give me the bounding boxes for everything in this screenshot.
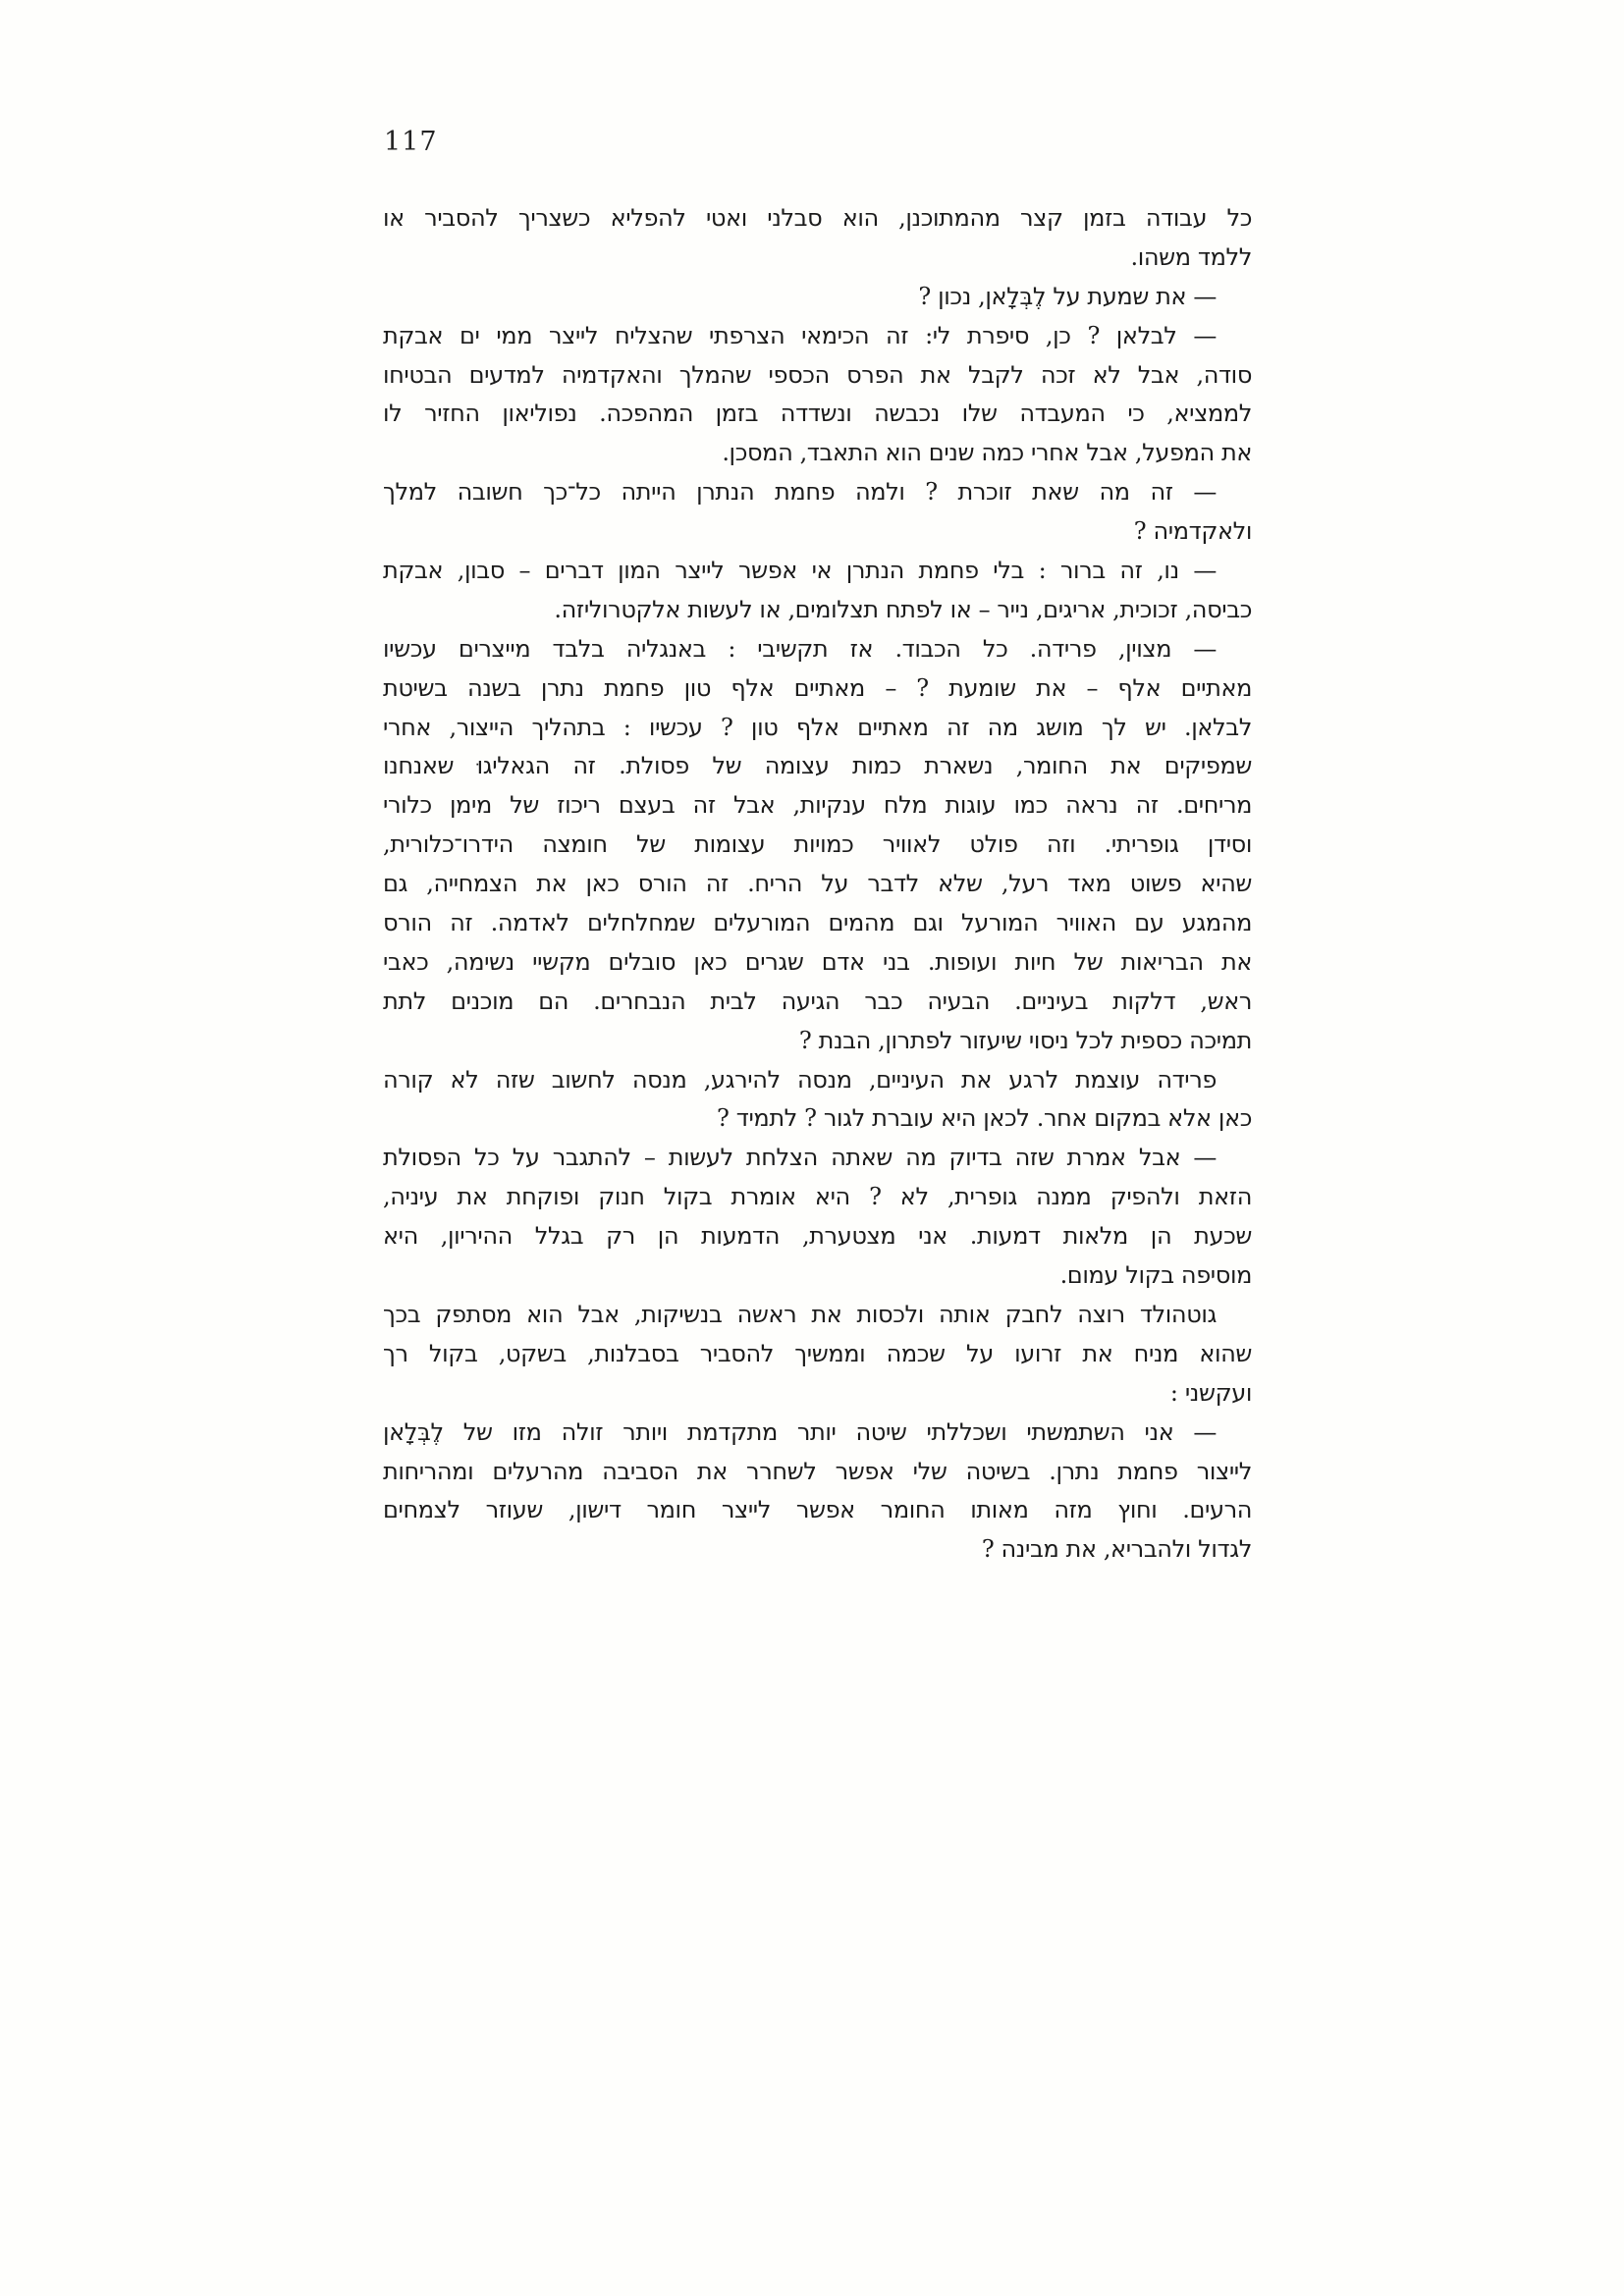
text-block [383, 199, 1252, 1570]
text-line: — אבל אמרת שזה בדיוק מה שאתה הצלחת לעשות – להתגבר על כל הפסולת [383, 1144, 1217, 1172]
paragraph [383, 473, 1252, 552]
paragraph [383, 1139, 1252, 1296]
text-line: — לבלאן ? כן, סיפרת לי: זה הכימאי הצרפתי שהצליח לייצר ממי ים אבקת [383, 321, 1217, 349]
text-line: לממציא, כי המעבדה שלו נכבשה ונשדדה בזמן המהפכה. נפוליאון החזיר לו [383, 400, 1252, 428]
text-line: לייצור פחמת נתרן. בשיטה שלי אפשר לשחרר את הסביבה מהרעלים ומהריחות [383, 1457, 1252, 1485]
page-number: 117 [384, 127, 438, 157]
paragraph [383, 199, 1252, 278]
text-line: תמיכה כספית לכל ניסוי שיעזור לפתרון, הבנת ? [798, 1026, 1252, 1054]
text-line: כביסה, זכוכית, אריגים, נייר – או לפתח תצלומים, או לעשות אלקטרוליזה. [554, 595, 1252, 623]
text-line: סודה, אבל לא זכה לקבל את הפרס הכספי שהמלך והאקדמיה למדעים הבטיחו [383, 360, 1252, 389]
text-line: כל עבודה בזמן קצר מהמתוכנן, הוא סבלני ואטי להפליא כשצריך להסביר או [383, 204, 1252, 232]
text-line: שהיא פשוט מאד רעל, שלא לדבר על הריח. זה הורס כאן את הצמחייה, גם [383, 870, 1252, 898]
paragraph [383, 1414, 1252, 1571]
text-line: ולאקדמיה ? [1133, 517, 1252, 546]
text-line: גוטהולד רוצה לחבק אותה ולכסות את ראשה בנשיקות, אבל הוא מסתפק בכך [383, 1300, 1217, 1328]
paragraph [383, 1296, 1252, 1414]
paragraph [383, 278, 1252, 317]
paragraph [383, 552, 1252, 630]
text-line: הזאת ולהפיק ממנה גופרית, לא ? היא אומרת בקול חנוק ופוקחת את עיניה, [383, 1183, 1252, 1211]
paragraph [383, 317, 1252, 474]
text-line: ראש, דלקות בעיניים. הבעיה כבר הגיעה לבית הנבחרים. הם מוכנים לתת [383, 987, 1252, 1015]
text-line: שהוא מניח את זרועו על שכמה וממשיך להסביר בסבלנות, בשקט, בקול רך [383, 1339, 1252, 1367]
text-line: — נו, זה ברור : בלי פחמת הנתרן אי אפשר לייצר המון דברים – סבון, אבקת [383, 557, 1217, 585]
text-line: — מצוין, פרידה. כל הכבוד. אז תקשיבי : באנגליה בלבד מייצרים עכשיו [383, 634, 1217, 663]
text-line: הרעים. וחוץ מזה מאותו החומר אפשר לייצר חומר דישון, שעוזר לצמחים [383, 1496, 1252, 1524]
text-line: וסידן גופריתי. וזה פולט לאוויר כמויות עצומות של חומצה הידרו־כלורית, [383, 830, 1252, 859]
text-line: פרידה עוצמת לרגע את העיניים, מנסה להירגע, מנסה לחשוב שזה לא קורה [383, 1065, 1217, 1094]
text-line: מריחים. זה נראה כמו עוגות מלח ענקיות, אבל זה בעצם ריכוז של מימן כלורי [383, 791, 1252, 820]
text-line: מהמגע עם האוויר המורעל וגם מהמים המורעלים שמחלחלים לאדמה. זה הורס [383, 909, 1252, 937]
text-line: ועקשני : [1169, 1378, 1252, 1407]
text-line: כאן אלא במקום אחר. לכאן היא עוברת לגור ? לתמיד ? [717, 1104, 1252, 1133]
text-line: שכעת הן מלאות דמעות. אני מצטערת, הדמעות הן רק בגלל ההיריון, היא [383, 1222, 1252, 1251]
text-line: מוסיפה בקול עמום. [1059, 1261, 1252, 1290]
text-line: — אני השתמשתי ושכללתי שיטה יותר מתקדמת ויותר זולה מזו של לֶבְּלָאן [383, 1417, 1217, 1446]
text-line: — זה מה שאת זוכרת ? ולמה פחמת הנתרן הייתה כל־כך חשובה למלך [383, 478, 1217, 507]
text-line: ללמד משהו. [1130, 242, 1252, 271]
paragraph [383, 1061, 1252, 1140]
text-line: לגדול ולהבריא, את מבינה ? [981, 1535, 1252, 1564]
text-line: את הבריאות של חיות ועופות. בני אדם שגרים כאן סובלים מקשיי נשימה, כאבי [383, 947, 1252, 976]
text-line: — את שמעת על לֶבְּלָאן, נכון ? [918, 282, 1217, 310]
paragraph [383, 630, 1252, 1061]
text-line: את המפעל, אבל אחרי כמה שנים הוא התאבד, המסכן. [722, 439, 1252, 467]
text-line: לבלאן. יש לך מושג מה זה מאתיים אלף טון ? עכשיו : בתהליך הייצור, אחרי [383, 713, 1252, 741]
text-line: מאתיים אלף – את שומעת ? – מאתיים אלף טון פחמת נתרן בשנה בשיטת [383, 673, 1252, 702]
text-line: שמפיקים את החומר, נשארת כמות עצומה של פסולת. זה הגאליגוּ שאנחנו [383, 752, 1252, 780]
